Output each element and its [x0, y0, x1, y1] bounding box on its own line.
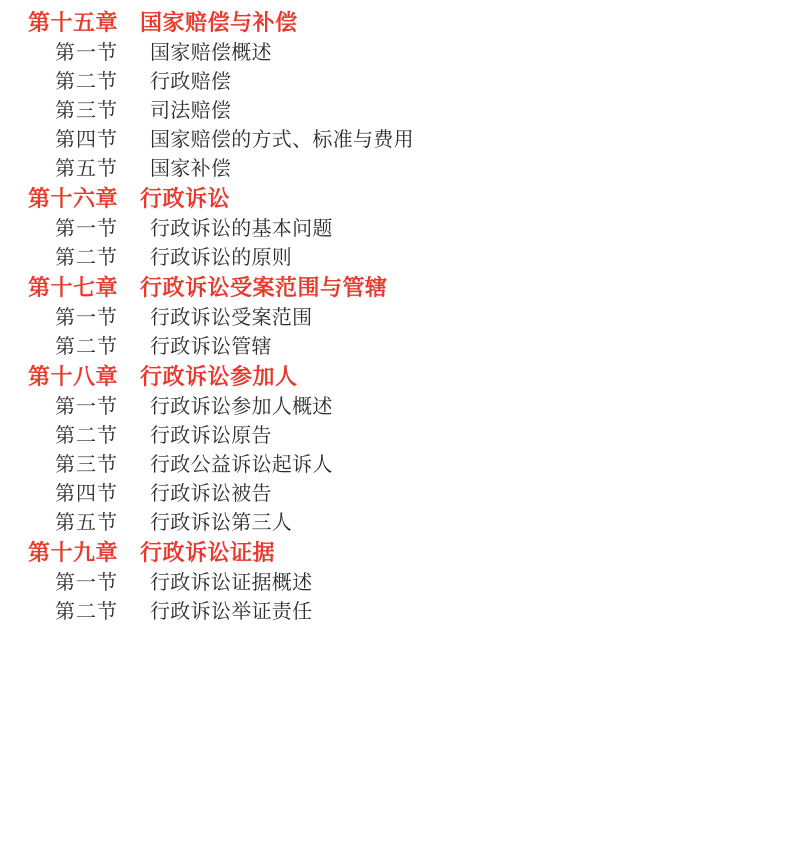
section-title: 国家补偿 — [150, 158, 232, 180]
chapter-number: 第十五章 — [28, 10, 119, 35]
chapter-number: 第十九章 — [28, 540, 119, 565]
toc-chapter-entry[interactable] — [0, 277, 790, 299]
section-title: 行政诉讼被告 — [150, 483, 272, 505]
section-title: 司法赔偿 — [150, 100, 232, 122]
toc-section-entry[interactable] — [0, 43, 790, 63]
toc-section-entry[interactable] — [0, 513, 790, 533]
section-number: 第四节 — [55, 129, 118, 151]
toc-section-entry[interactable] — [0, 130, 790, 150]
section-number: 第二节 — [55, 336, 118, 358]
section-title: 行政诉讼第三人 — [150, 512, 293, 534]
toc-section-entry[interactable] — [0, 426, 790, 446]
section-title: 行政诉讼的基本问题 — [150, 218, 333, 240]
section-number: 第一节 — [55, 307, 118, 329]
toc-section-entry[interactable] — [0, 484, 790, 504]
chapter-number: 第十七章 — [28, 275, 119, 300]
chapter-number: 第十六章 — [28, 186, 119, 211]
toc-section-entry[interactable] — [0, 219, 790, 239]
section-number: 第二节 — [55, 71, 118, 93]
section-number: 第三节 — [55, 454, 118, 476]
chapter-title: 行政诉讼受案范围与管辖 — [140, 275, 388, 300]
section-number: 第一节 — [55, 572, 118, 594]
section-title: 国家赔偿的方式、标准与费用 — [150, 129, 414, 151]
toc-section-entry[interactable] — [0, 455, 790, 475]
section-number: 第一节 — [55, 396, 118, 418]
section-title: 行政诉讼举证责任 — [150, 601, 313, 623]
section-title: 行政诉讼原告 — [150, 425, 272, 447]
chapter-title: 行政诉讼参加人 — [140, 364, 298, 389]
toc-section-entry[interactable] — [0, 308, 790, 328]
section-number: 第四节 — [55, 483, 118, 505]
chapter-title: 行政诉讼 — [140, 186, 231, 211]
chapter-title: 国家赔偿与补偿 — [140, 10, 298, 35]
toc-section-entry[interactable] — [0, 573, 790, 593]
section-number: 第五节 — [55, 158, 118, 180]
section-title: 行政诉讼管辖 — [150, 336, 272, 358]
toc-section-entry[interactable] — [0, 602, 790, 622]
toc-chapter-entry[interactable] — [0, 366, 790, 388]
toc-section-entry[interactable] — [0, 101, 790, 121]
section-title: 行政诉讼的原则 — [150, 247, 293, 269]
section-number: 第二节 — [55, 601, 118, 623]
chapter-title: 行政诉讼证据 — [140, 540, 276, 565]
section-title: 行政诉讼受案范围 — [150, 307, 313, 329]
toc-chapter-entry[interactable] — [0, 188, 790, 210]
toc-section-entry[interactable] — [0, 337, 790, 357]
section-number: 第一节 — [55, 42, 118, 64]
chapter-number: 第十八章 — [28, 364, 119, 389]
section-title: 行政赔偿 — [150, 71, 232, 93]
section-title: 国家赔偿概述 — [150, 42, 272, 64]
section-number: 第三节 — [55, 100, 118, 122]
toc-section-entry[interactable] — [0, 159, 790, 179]
section-number: 第二节 — [55, 425, 118, 447]
section-title: 行政诉讼证据概述 — [150, 572, 313, 594]
section-title: 行政公益诉讼起诉人 — [150, 454, 333, 476]
toc-section-entry[interactable] — [0, 397, 790, 417]
section-number: 第二节 — [55, 247, 118, 269]
section-number: 第一节 — [55, 218, 118, 240]
section-title: 行政诉讼参加人概述 — [150, 396, 333, 418]
toc-section-entry[interactable] — [0, 72, 790, 92]
toc-chapter-entry[interactable] — [0, 542, 790, 564]
section-number: 第五节 — [55, 512, 118, 534]
toc-chapter-entry[interactable] — [0, 12, 790, 34]
toc-section-entry[interactable] — [0, 248, 790, 268]
